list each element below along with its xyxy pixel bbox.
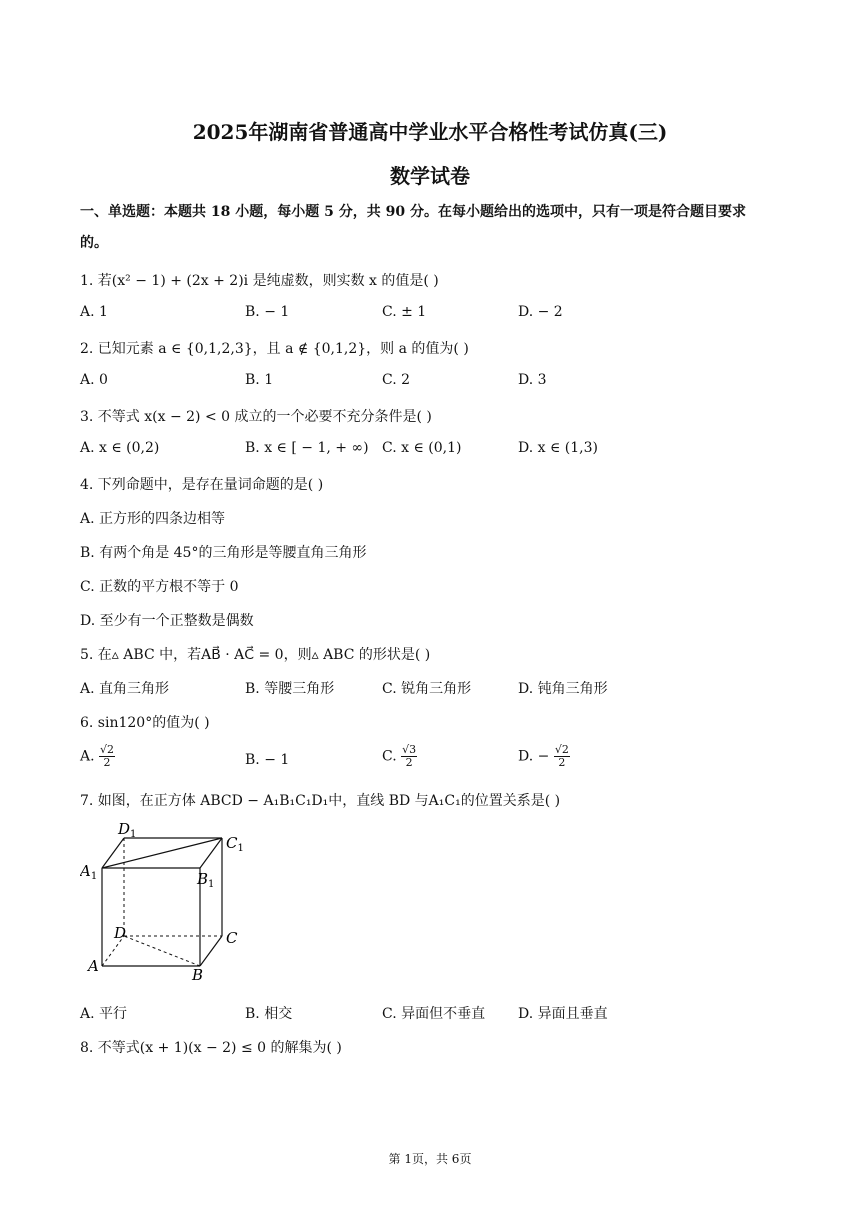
q6-option-c-denominator: 2 (405, 756, 413, 769)
label-c1: $C_1$ (226, 834, 244, 854)
label-d: D (114, 924, 127, 942)
question-4: 4. 下列命题中，是存在量词命题的是( ) (80, 477, 324, 493)
question-7: 7. 如图，在正方体 ABCD − A₁B₁C₁D₁中，直线 BD 与A₁C₁的位置关系是( ) (80, 793, 561, 809)
q5-option-a: A. 直角三角形 (80, 681, 170, 697)
q6-option-c-fraction (401, 744, 417, 769)
question-2: 2. 已知元素 a ∈ {0,1,2,3}，且 a ∉ {0,1,2}，则 a 的值为( ) (80, 341, 469, 357)
question-6: 6. sin120°的值为( ) (80, 715, 210, 731)
edge-bc (200, 936, 222, 966)
q1-option-d: D. − 2 (518, 304, 563, 320)
page-footer: 第 1页，共 6页 (388, 1152, 472, 1166)
q4-option-c: C. 正数的平方根不等于 0 (80, 579, 239, 595)
q5-option-c: C. 锐角三角形 (382, 681, 472, 697)
q6-option-a-denominator: 2 (103, 756, 111, 769)
section-instructions (80, 197, 790, 259)
label-b: B (192, 966, 204, 984)
q6-option-c (382, 744, 417, 769)
q6-option-d-letter: D. − (518, 748, 554, 765)
q5-option-b: B. 等腰三角形 (245, 681, 335, 697)
q4-option-a: A. 正方形的四条边相等 (80, 511, 226, 527)
question-3: 3. 不等式 x(x − 2) < 0 成立的一个必要不充分条件是( ) (80, 409, 432, 425)
q6-option-a-letter: A. (80, 748, 100, 765)
q6-option-b: B. − 1 (245, 752, 290, 768)
q7-option-d: D. 异面且垂直 (518, 1006, 608, 1022)
q2-option-c: C. 2 (382, 372, 411, 388)
q6-option-c-numerator: √3 (402, 743, 417, 756)
exam-title: 2025年湖南省普通高中学业水平合格性考试仿真(三) (192, 120, 668, 144)
label-d1: $D_1$ (118, 820, 137, 840)
label-c: C (226, 929, 238, 947)
q7-option-b: B. 相交 (245, 1006, 293, 1022)
question-5: 5. 在▵ ABC 中，若AB⃗ · AC⃗ = 0，则▵ ABC 的形状是( ) (80, 647, 431, 663)
q7-option-a: A. 平行 (80, 1006, 128, 1022)
section-line-1: 一、单选题：本题共 18 小题，每小题 5 分，共 90 分。在每小题给出的选项中，只有一项是符合题目要求 (80, 204, 746, 220)
diagonal-bd (124, 936, 200, 966)
label-a1: $A_1$ (80, 862, 98, 882)
label-b1: $B_1$ (197, 870, 215, 890)
q3-option-a: A. x ∈ (0,2) (80, 440, 160, 456)
exam-subtitle: 数学试卷 (390, 164, 470, 188)
cube-figure (80, 818, 260, 988)
q3-option-d: D. x ∈ (1,3) (518, 440, 598, 456)
q6-option-d-denominator: 2 (558, 756, 566, 769)
q3-option-c: C. x ∈ (0,1) (382, 440, 462, 456)
q6-option-a (80, 744, 115, 769)
q4-option-b: B. 有两个角是 45°的三角形是等腰直角三角形 (80, 545, 367, 561)
section-line-2: 的。 (80, 235, 108, 251)
q2-option-b: B. 1 (245, 372, 274, 388)
q5-option-d: D. 钝角三角形 (518, 681, 608, 697)
q6-option-d-numerator: √2 (554, 743, 569, 756)
question-8: 8. 不等式(x + 1)(x − 2) ≤ 0 的解集为( ) (80, 1040, 342, 1056)
q1-option-c: C. ± 1 (382, 304, 427, 320)
label-a: A (88, 957, 99, 975)
q2-option-d: D. 3 (518, 372, 547, 388)
q3-option-b: B. x ∈ [ − 1, + ∞) (245, 440, 369, 456)
q6-option-d (518, 744, 570, 769)
question-1: 1. 若(x² − 1) + (2x + 2)i 是纯虚数，则实数 x 的值是( ) (80, 273, 439, 289)
q2-option-a: A. 0 (80, 372, 108, 388)
q7-option-c: C. 异面但不垂直 (382, 1006, 486, 1022)
q1-option-a: A. 1 (80, 304, 108, 320)
q6-option-d-fraction (554, 744, 570, 769)
q6-option-c-letter: C. (382, 748, 402, 765)
q1-option-b: B. − 1 (245, 304, 290, 320)
q6-option-a-fraction (99, 744, 115, 769)
q4-option-d: D. 至少有一个正整数是偶数 (80, 613, 254, 629)
q6-option-a-numerator: √2 (100, 743, 115, 756)
